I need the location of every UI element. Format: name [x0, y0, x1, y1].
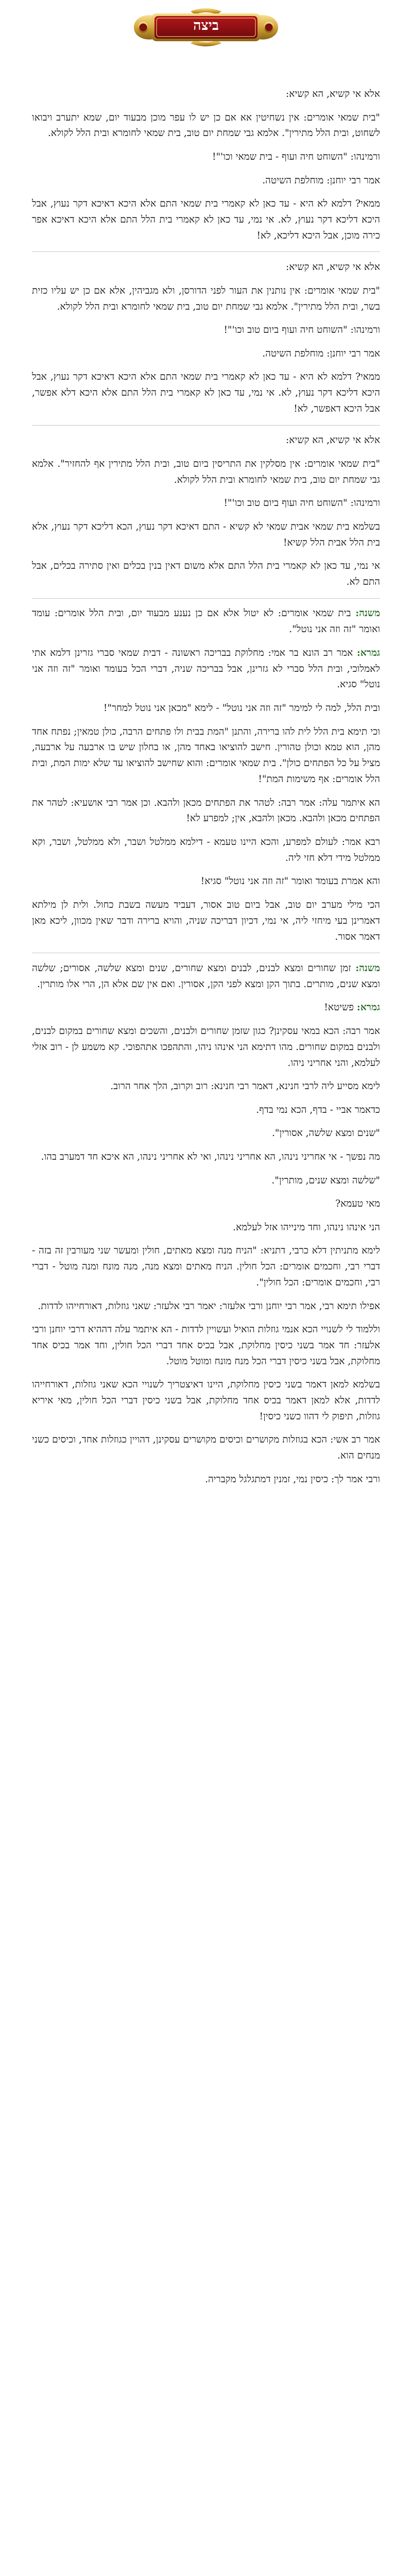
paragraph: אפילו תימא רבי, אמר רבי יוחנן ורבי אלעזר: יאמר רבי אלעזר: שאני גוזלות, דאורחייהו לדדות. — [38, 1300, 380, 1312]
section-label: משנה: — [355, 608, 380, 619]
paragraph: אלא אי קשיא, הא קשיא: — [285, 435, 380, 446]
paragraph: ממאי? דלמא לא היא - עד כאן לא קאמרי בית שמאי התם אלא היכא דאיכא דקר נעוץ, אבל היכא דליכא דקר נעוץ, לא. אי נמי, עד כאן לא קאמרי בית הלל התם אלא היכא דאיכא אפר כירה מוכן, אבל היכא דליכא, לא! — [32, 198, 380, 241]
paragraph: ובית הלל, למה לי למימר "זה וזה אני נוטל" - לימא "מכאן אני נוטל למחר"! — [103, 703, 380, 714]
paragraph: מאי טעמא? — [335, 1198, 380, 1210]
paragraph: רבא אמר: לעולם למפרע, והכא היינו טעמא - דילמא ממלטל ושבר, ולא ממלטל, ושבר, וקא ממלטל מידי דלא חזי ליה. — [32, 837, 380, 863]
paragraph: אי נמי, עד כאן לא קאמרי בית הלל התם אלא משום דאין בנין בכלים ואין סתירה בכלים, אבל התם לא. — [32, 561, 380, 588]
divider — [32, 251, 380, 252]
talmud-text — [32, 87, 380, 1495]
paragraph: אלא אי קשיא, הא קשיא: — [285, 89, 380, 99]
paragraph: הני אינהו נינהו, וחד מינייהו אזל לעלמא. — [233, 1222, 380, 1233]
paragraph: הכי מילי מערב יום טוב, אבל ביום טוב אסור, דעביד מעשה בשבת כחול. ולית לן מילתא דאמרינן בעי מיחזי ליה, אי נמי, דכיון דבריכה שניה, והויא ברירה ודבר שאין מכוון, ליכא מאן דאמר אסור. — [32, 900, 380, 942]
paragraph: ורמינהו: "השוחט חיה ועוף - בית שמאי וכו'"! — [212, 151, 380, 162]
title-banner — [129, 6, 283, 48]
paragraph: גמרא: אמר רב הונא בר אמי: מחלוקת בבריכה ראשונה - דבית שמאי סברי גזרינן דלמא אתי לאמלוכי, ובית הלל סברי לא גזרינן, אבל בבריכה שניה, דברי הכל בעומד ואומר "זה וזה אני נוטל" סגיא. — [32, 647, 380, 690]
section-label: משנה: — [355, 962, 380, 974]
paragraph: בשלמא למאן דאמר בשני כיסין מחלוקת, היינו דאיצטריך לשנויי הכא שאני גוזלות, דאורחייהו לדדות, אלא למאן דאמר בכיס אחד מחלוקת, אבל בשני כיסין דברי הכל חולין, מאי איריא גוזלות, תיפוק לי דהוו כשני כיסין! — [32, 1379, 380, 1422]
section-label: גמרא: — [356, 647, 380, 658]
paragraph: גמרא: פשיטא! — [324, 1002, 380, 1013]
paragraph: וכי תימא בית הלל לית להו ברירה, והתנן "המת בבית ולו פתחים הרבה, כולן טמאין; נפתח אחד מהן, הוא טמא וכולן טהורין. חישב להוציאו באחד מהן, או בחלון שיש בו ארבעה על ארבעה, מציל על כל הפתחים כולן". בית שמאי אומרים: והוא שחישב להוציאו עד שלא ימות המת, ובית הלל אומרים: אף משימות המת"! — [32, 726, 380, 785]
divider — [32, 425, 380, 426]
paragraph: "בית שמאי אומרים: אין נשחיטין אא אם כן יש לו עפר מוכן מבעוד יום, שמא יתערב ויבואו לשחוט, ובית הלל מתירין". אלמא גבי שמחת יום טוב, בית שמאי לחומרא ובית הלל לקולא. — [32, 112, 380, 139]
paragraph: לימא מסייע ליה לרבי חנינא, דאמר רבי חנינא: רוב וקרוב, הלך אחר הרוב. — [110, 1081, 380, 1092]
paragraph: ממאי? דלמא לא היא - עד כאן לא קאמרי בית שמאי התם אלא היכא דאיכא דקר נעוץ, אבל היכא דליכא דקר נעוץ, לא. אי נמי, עד כאן לא קאמרי בית הלל התם אלא היכא דלא אפשר, אבל היכא דאפשר, לא! — [32, 371, 380, 414]
paragraph: אלא אי קשיא, הא קשיא: — [285, 262, 380, 273]
paragraph: והא אמרת בעומד ואומר "זה וזה אני נוטל" סגיא! — [200, 876, 380, 887]
paragraph: ורמינהו: "השוחט חיה ועוף ביום טוב וכו'"! — [224, 498, 380, 509]
paragraph: משנה: זמן שחורים ומצא לבנים, לבנים ומצא שחורים, שנים ומצא שלשה, אסורים; שלשה ומצא שנים, מותרים. בתוך הקן ומצא לפני הקן, אסורין. ואם אין שם אלא הן, הרי אלו מותרין. — [32, 962, 380, 990]
paragraph: אמר רבי יוחנן: מוחלפת השיטה. — [262, 175, 380, 186]
paragraph: כדאמר אביי - בדף, הכא נמי בדף. — [256, 1104, 380, 1115]
paragraph: וללמוד לי לשנויי הכא אנמי גוזלות הואיל ועשויין לדדות - הא איתמר עלה דההיא דרבי יוחנן ורבי אלעזר: חד אמר בשני כיסין מחלוקת, אבל בכיס אחד דברי הכל חולין, וחד אמר בכיס אחד מחלוקת, אבל בשני כיסין דברי הכל מנח מונח ומוטל מוטל. — [32, 1324, 380, 1367]
paragraph: "בית שמאי אומרים: אין נותנין את העור לפני הדורסן, ולא מגביהין, אלא אם כן יש עליו כזית בשר, ובית הלל מתירין". אלמא גבי שמחת יום טוב, בית שמאי לחומרא ובית הלל לקולא. — [32, 285, 380, 312]
paragraph: משנה: בית שמאי אומרים: לא יטול אלא אם כן נענע מבעוד יום, ובית הלל אומרים: עומד ואומר "זה וזה אני נוטל". — [32, 608, 380, 635]
paragraph: "שלשה ומצא שנים, מותרין". — [271, 1175, 380, 1186]
paragraph: ורמינהו: "השוחט חיה ועוף ביום טוב וכו'"! — [224, 325, 380, 336]
section-label: גמרא: — [356, 1002, 380, 1013]
paragraph: "שנים ומצא שלשה, אסורין". — [272, 1128, 380, 1139]
paragraph: אמר רבה: הכא במאי עסקינן? כגון שזמן שחורים ולבנים, והשכים ומצא שחורים במקום לבנים, ולבנים במקום שחורים. מהו דתימא הני אינהו ניהו, והתהפכו אתהפוכי. קא משמע לן - רוב אזלי לעלמא, והני אחריני ניהו. — [32, 1025, 380, 1069]
paragraph: בשלמא בית שמאי אבית שמאי לא קשיא - התם דאיכא דקר נעוץ, הכא דליכא דקר נעוץ, אלא בית הלל אבית הלל קשיא! — [32, 521, 380, 548]
paragraph: לימא מתניתין דלא כרבי, דתניא: "הניח מנה ומצא מאתים, חולין ומעשר שני מעורבין זה בזה - דברי רבי, וחכמים אומרים: הכל חולין. הניח מאתים ומצא מנה, מנה מונח ומנה מוטל - דברי רבי, וחכמים אומרים: הכל חולין". — [32, 1245, 380, 1288]
paragraph: אמר רב אשי: הכא בגוזלות מקושרים וכיסים מקושרים עסקינן, דהויין כגוזלות אחד, וכיסים כשני מנחים הוא. — [32, 1434, 380, 1462]
paragraph: הא איתמר עלה: אמר רבה: לטהר את הפתחים מכאן ולהבא. וכן אמר רבי אושעיא: לטהר את הפתחים מכאן ולהבא. מכאן ולהבא, אין; למפרע לא! — [32, 797, 380, 824]
paragraph: אמר רבי יוחנן: מוחלפת השיטה. — [262, 348, 380, 359]
paragraph: "בית שמאי אומרים: אין מסלקין את התריסין ביום טוב, ובית הלל מתירין אף להחזיר". אלמא גבי שמחת יום טוב, בית שמאי לחומרא ובית הלל לקולא. — [32, 458, 380, 485]
page-title: ביצה — [193, 18, 219, 33]
divider — [32, 598, 380, 599]
paragraph: מה נפשך - אי אחריני נינהו, הא אחריני נינהו, ואי לא אחריני נינהו, הא איכא חד דמערב בהו. — [41, 1151, 380, 1162]
paragraph: ורבי אמר לך: כיסין נמי, זמנין דמתגלגל מקבריה. — [205, 1473, 380, 1485]
